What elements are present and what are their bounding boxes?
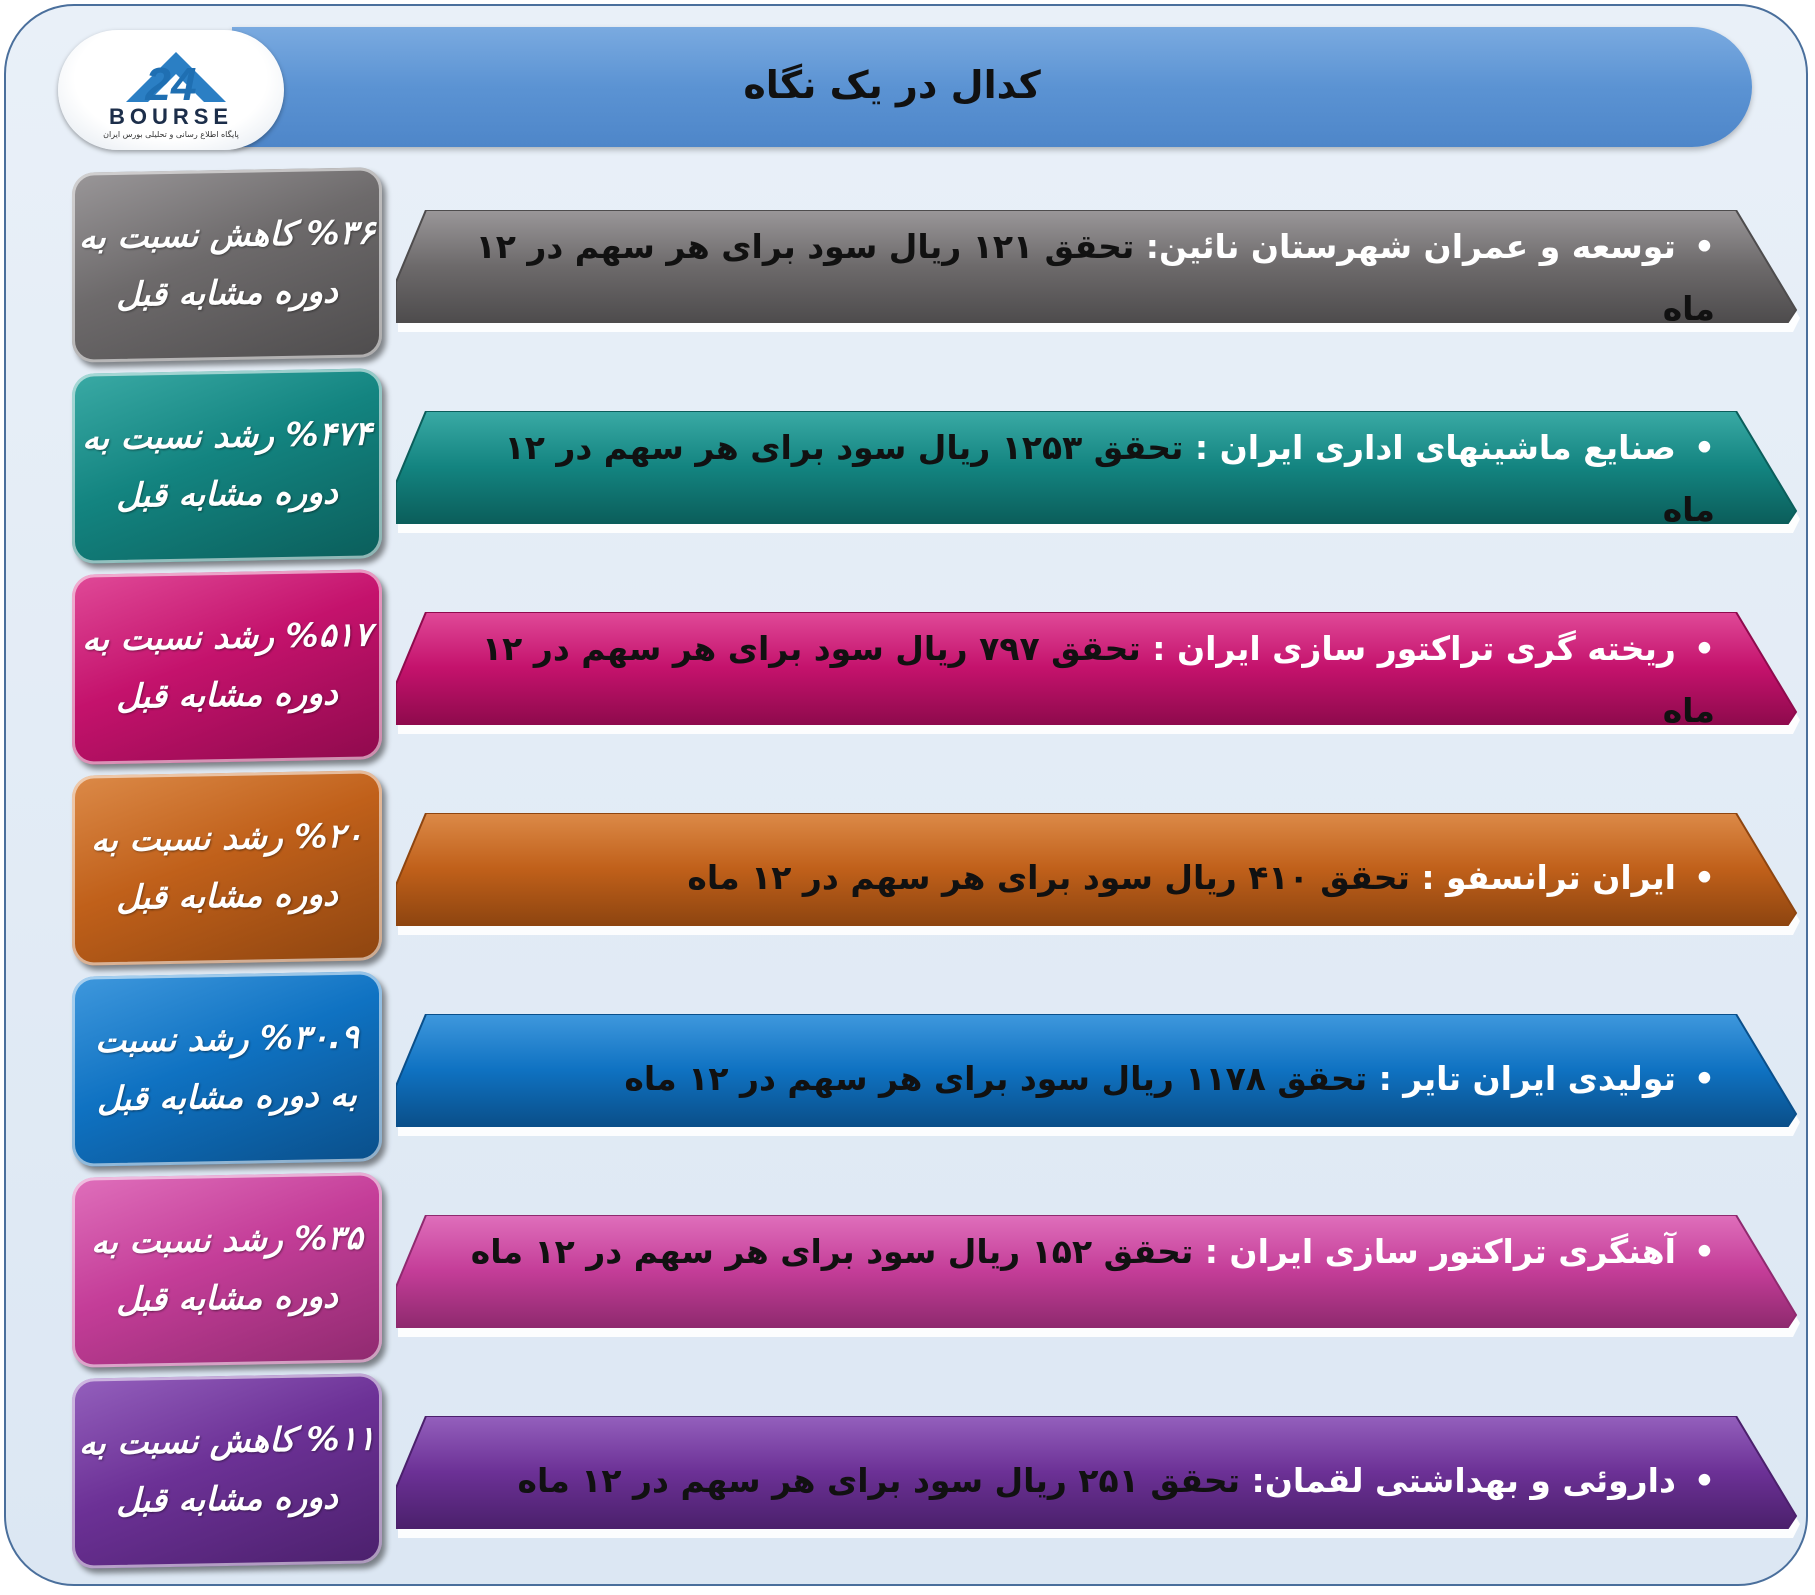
result-detail: تحقق ۲۵۱ ریال سود برای هر سهم در ۱۲ ماه	[517, 1461, 1252, 1500]
change-badge-text: %۵۱۷ رشد نسبت به دوره مشابه قبل	[82, 614, 372, 716]
bullet-icon: •	[1693, 1059, 1715, 1098]
result-row	[0, 572, 1815, 762]
change-badge	[72, 167, 382, 362]
company-result-bar	[396, 813, 1801, 935]
company-result-bar	[396, 1014, 1801, 1136]
result-row	[0, 170, 1815, 360]
result-text	[456, 618, 1715, 742]
change-badge-text: %۳۵ رشد نسبت به دوره مشابه قبل	[91, 1217, 363, 1319]
result-row	[0, 773, 1815, 963]
change-badge-text: %۲۰ رشد نسبت به دوره مشابه قبل	[91, 815, 363, 917]
result-detail: تحقق ۱۵۲ ریال سود برای هر سهم در ۱۲ ماه	[470, 1232, 1205, 1271]
change-badge-text: %۳۶ کاهش نسبت به دوره مشابه قبل	[78, 212, 376, 314]
result-detail: تحقق ۱۱۷۸ ریال سود برای هر سهم در ۱۲ ماه	[624, 1059, 1379, 1098]
bullet-icon: •	[1693, 858, 1715, 897]
logo-subtitle: پایگاه اطلاع رسانی و تحلیلی بورس ایران	[103, 130, 239, 139]
result-detail: تحقق ۱۲۵۳ ریال سود برای هر سهم در ۱۲ ماه	[504, 428, 1715, 529]
bullet-icon: •	[1693, 428, 1715, 467]
change-badge	[72, 368, 382, 563]
bullet-icon: •	[1693, 629, 1715, 668]
result-text	[456, 417, 1715, 541]
logo-mark-icon	[58, 30, 284, 110]
result-text	[456, 1450, 1715, 1512]
change-badge	[72, 1172, 382, 1367]
bourse24-logo	[58, 30, 284, 150]
result-row	[0, 371, 1815, 561]
logo-wordmark: BOURSE	[108, 104, 234, 129]
result-detail: تحقق ۱۲۱ ریال سود برای هر سهم در ۱۲ ماه	[475, 227, 1715, 328]
company-name: آهنگری تراکتور سازی ایران :	[1204, 1232, 1676, 1271]
change-badge-text: %۳۰.۹ رشد نسبت به دوره مشابه قبل	[95, 1016, 359, 1119]
company-result-bar	[396, 1416, 1801, 1538]
bullet-icon: •	[1693, 227, 1715, 266]
company-name: صنایع ماشینهای اداری ایران :	[1194, 428, 1676, 467]
result-text	[456, 216, 1715, 340]
change-badge-text: %۱۱ کاهش نسبت به دوره مشابه قبل	[78, 1418, 376, 1520]
change-badge	[72, 1373, 382, 1568]
change-badge	[72, 770, 382, 965]
company-name: ریخته گری تراکتور سازی ایران :	[1152, 629, 1676, 668]
change-badge	[72, 971, 382, 1166]
company-result-bar	[396, 1215, 1801, 1337]
header-banner	[232, 27, 1752, 147]
result-text	[456, 1221, 1715, 1283]
company-name: داروئی و بهداشتی لقمان:	[1251, 1461, 1676, 1500]
company-name: توسعه و عمران شهرستان نائین:	[1145, 227, 1676, 266]
result-text	[456, 847, 1715, 909]
logo-number: 24	[145, 58, 197, 110]
company-name: ایران ترانسفو :	[1421, 858, 1676, 897]
result-detail: تحقق ۴۱۰ ریال سود برای هر سهم در ۱۲ ماه	[687, 858, 1422, 897]
result-detail: تحقق ۷۹۷ ریال سود برای هر سهم در ۱۲ ماه	[482, 629, 1715, 730]
result-row	[0, 974, 1815, 1164]
result-row	[0, 1376, 1815, 1566]
page-title: کدال در یک نگاه	[743, 63, 1041, 107]
company-result-bar	[396, 210, 1801, 332]
company-name: تولیدی ایران تایر :	[1378, 1059, 1676, 1098]
company-result-bar	[396, 411, 1801, 533]
result-text	[456, 1048, 1715, 1110]
result-row	[0, 1175, 1815, 1365]
change-badge	[72, 569, 382, 764]
bullet-icon: •	[1693, 1461, 1715, 1500]
bullet-icon: •	[1693, 1232, 1715, 1271]
change-badge-text: %۴۷۴ رشد نسبت به دوره مشابه قبل	[82, 413, 372, 515]
company-result-bar	[396, 612, 1801, 734]
